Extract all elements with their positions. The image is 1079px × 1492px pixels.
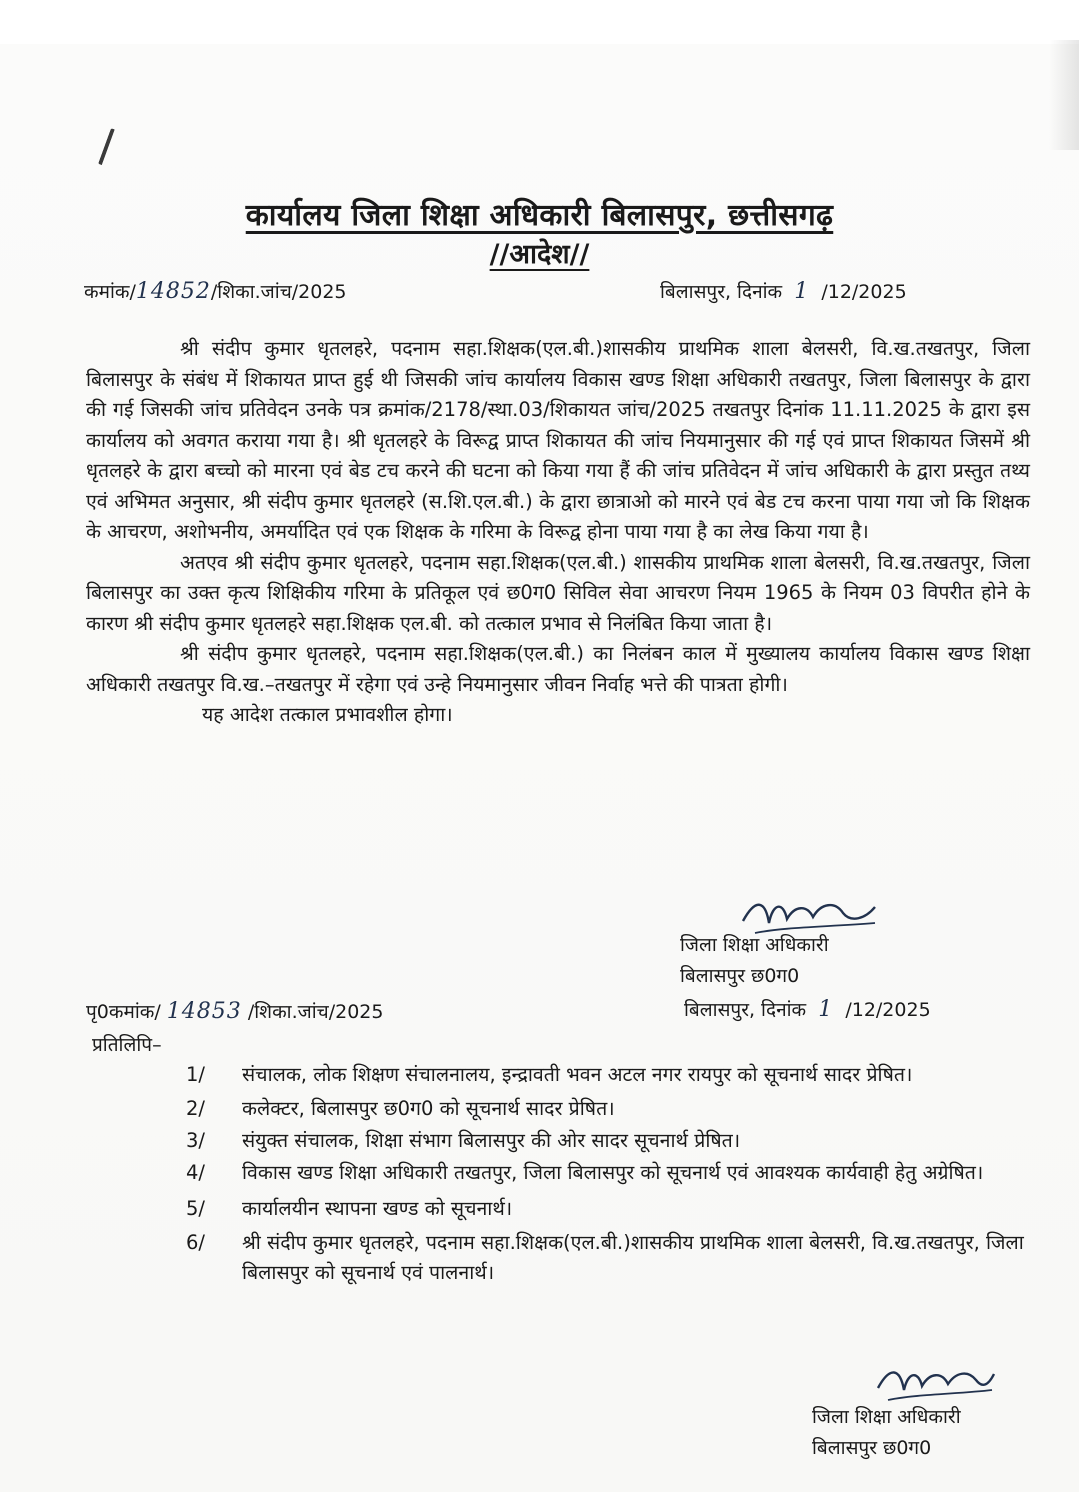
signature-1-office: बिलासपुर छ0ग0 [680, 965, 800, 987]
signature-2-office: बिलासपुर छ0ग0 [812, 1437, 932, 1459]
paper-fold-shadow [1049, 40, 1079, 150]
copy-day-handwritten: 1 [818, 997, 834, 1022]
order-heading: //आदेश// [489, 239, 590, 270]
copy-item: 2/ कलेक्टर, बिलासपुर छ0ग0 को सूचनार्थ सादर प्रेषित। [186, 1097, 615, 1120]
order-date-line: बिलासपुर, दिनांक 1 /12/2025 [660, 279, 907, 304]
photo-top-margin [0, 0, 1079, 44]
office-title: कार्यालय जिला शिक्षा अधिकारी बिलासपुर, छत्तीसगढ़ [245, 198, 834, 233]
copy-list [186, 1060, 1036, 1288]
signature-1-designation: जिला शिक्षा अधिकारी [680, 934, 829, 956]
order-number-line: कमांक/14852/शिका.जांच/2025 [84, 279, 347, 304]
signature-2-designation: जिला शिक्षा अधिकारी [812, 1406, 961, 1428]
copy-item: 1/ संचालक, लोक शिक्षण संचालनालय, इन्द्रावती भवन अटल नगर रायपुर को सूचनार्थ सादर प्रेषित। [186, 1063, 913, 1086]
paragraph-complaint: श्री संदीप कुमार धृतलहरे, पदनाम सहा.शिक्षक(एल.बी.)शासकीय प्राथमिक शाला बेलसरी, वि.ख.तखतपुर, जिला बिलासपुर के संबंध में शिकायत प्राप्त हुई थी जिसकी जांच कार्यालय विकास खण्ड शिक्षा अधिकारी तखतपुर, जिला बिलासपुर के द्वारा की गई जिसकी जांच प्रतिवेदन उनके पत्र क्रमांक/2178/स्था.03/शिकायत जांच/2025 तखतपुर दिनांक 11.11.2025 के द्वारा इस कार्यालय को अवगत कराया गया है। श्री धृतलहरे के विरूद्व प्राप्त शिकायत की जांच नियमानुसार की गई एवं प्राप्त शिकायत जिसमें श्री धृतलहरे के द्वारा बच्चो को मारना एवं बेड टच करने की घटना को किया गया हैं की जांच प्रतिवेदन में जांच अधिकारी के द्वारा प्रस्तुत तथ्य एवं अभिमत अनुसार, श्री संदीप कुमार धृतलहरे (स.शि.एल.बी.) के द्वारा छात्राओ को मारने एवं बेड टच करना पाया गया जो कि शिक्षक के आचरण, अशोभनीय, अमर्यादित एवं एक शिक्षक के गरिमा के विरूद्व होना पाया गया है का लेख किया गया है। [86, 337, 1030, 543]
copy-item: 5/ कार्यालयीन स्थापना खण्ड को सूचनार्थ। [186, 1197, 513, 1220]
order-day-handwritten: 1 [794, 279, 810, 304]
copy-date-line: बिलासपुर, दिनांक 1 /12/2025 [684, 997, 931, 1022]
copy-item: 4/ विकास खण्ड शिक्षा अधिकारी तखतपुर, जिला बिलासपुर को सूचनार्थ एवं आवश्यक कार्यवाही हेतु अग्रेषित। [186, 1161, 984, 1184]
copy-item: 6/ श्री संदीप कुमार धृतलहरे, पदनाम सहा.शिक्षक(एल.बी.)शासकीय प्राथमिक शाला बेलसरी, वि.ख.तखतपुर, जिला बिलासपुर को सूचनार्थ एवं पालनार्थ। [186, 1231, 1024, 1284]
order-number-handwritten: 14852 [135, 279, 211, 304]
paragraph-headquarters: श्री संदीप कुमार धृतलहरे, पदनाम सहा.शिक्षक(एल.बी.) का निलंबन काल में मुख्यालय कार्यालय विकास खण्ड शिक्षा अधिकारी तखतपुर वि.ख.–तखतपुर में रहेगा एवं उन्हे नियमानुसार जीवन निर्वाह भत्ते की पात्रता होगी। [86, 642, 1030, 696]
signature-block-2 [812, 1402, 961, 1464]
copy-number-line: पृ0कमांक/ 14853 /शिका.जांच/2025 [86, 999, 384, 1024]
signature-block-1 [680, 930, 829, 992]
order-body [86, 334, 1030, 731]
staple-pin-icon [98, 128, 128, 170]
paragraph-suspension: अतएव श्री संदीप कुमार धृतलहरे, पदनाम सहा.शिक्षक(एल.बी.) शासकीय प्राथमिक शाला बेलसरी, वि.ख.तखतपुर, जिला बिलासपुर का उक्त कृत्य शिक्षिकीय गरिमा के प्रतिकूल एवं छ0ग0 सिविल सेवा आचरण नियम 1965 के नियम 03 विपरीत होने के कारण श्री संदीप कुमार धृतलहरे सहा.शिक्षक एल.बी. को तत्काल प्रभाव से निलंबित किया जाता है। [86, 550, 1030, 635]
copy-item: 3/ संयुक्त संचालक, शिक्षा संभाग बिलासपुर की ओर सादर सूचनार्थ प्रेषित। [186, 1129, 741, 1152]
copy-label: प्रतिलिपि– [92, 1034, 162, 1056]
paragraph-effective: यह आदेश तत्काल प्रभावशील होगा। [202, 703, 453, 726]
copy-number-handwritten: 14853 [166, 999, 242, 1024]
